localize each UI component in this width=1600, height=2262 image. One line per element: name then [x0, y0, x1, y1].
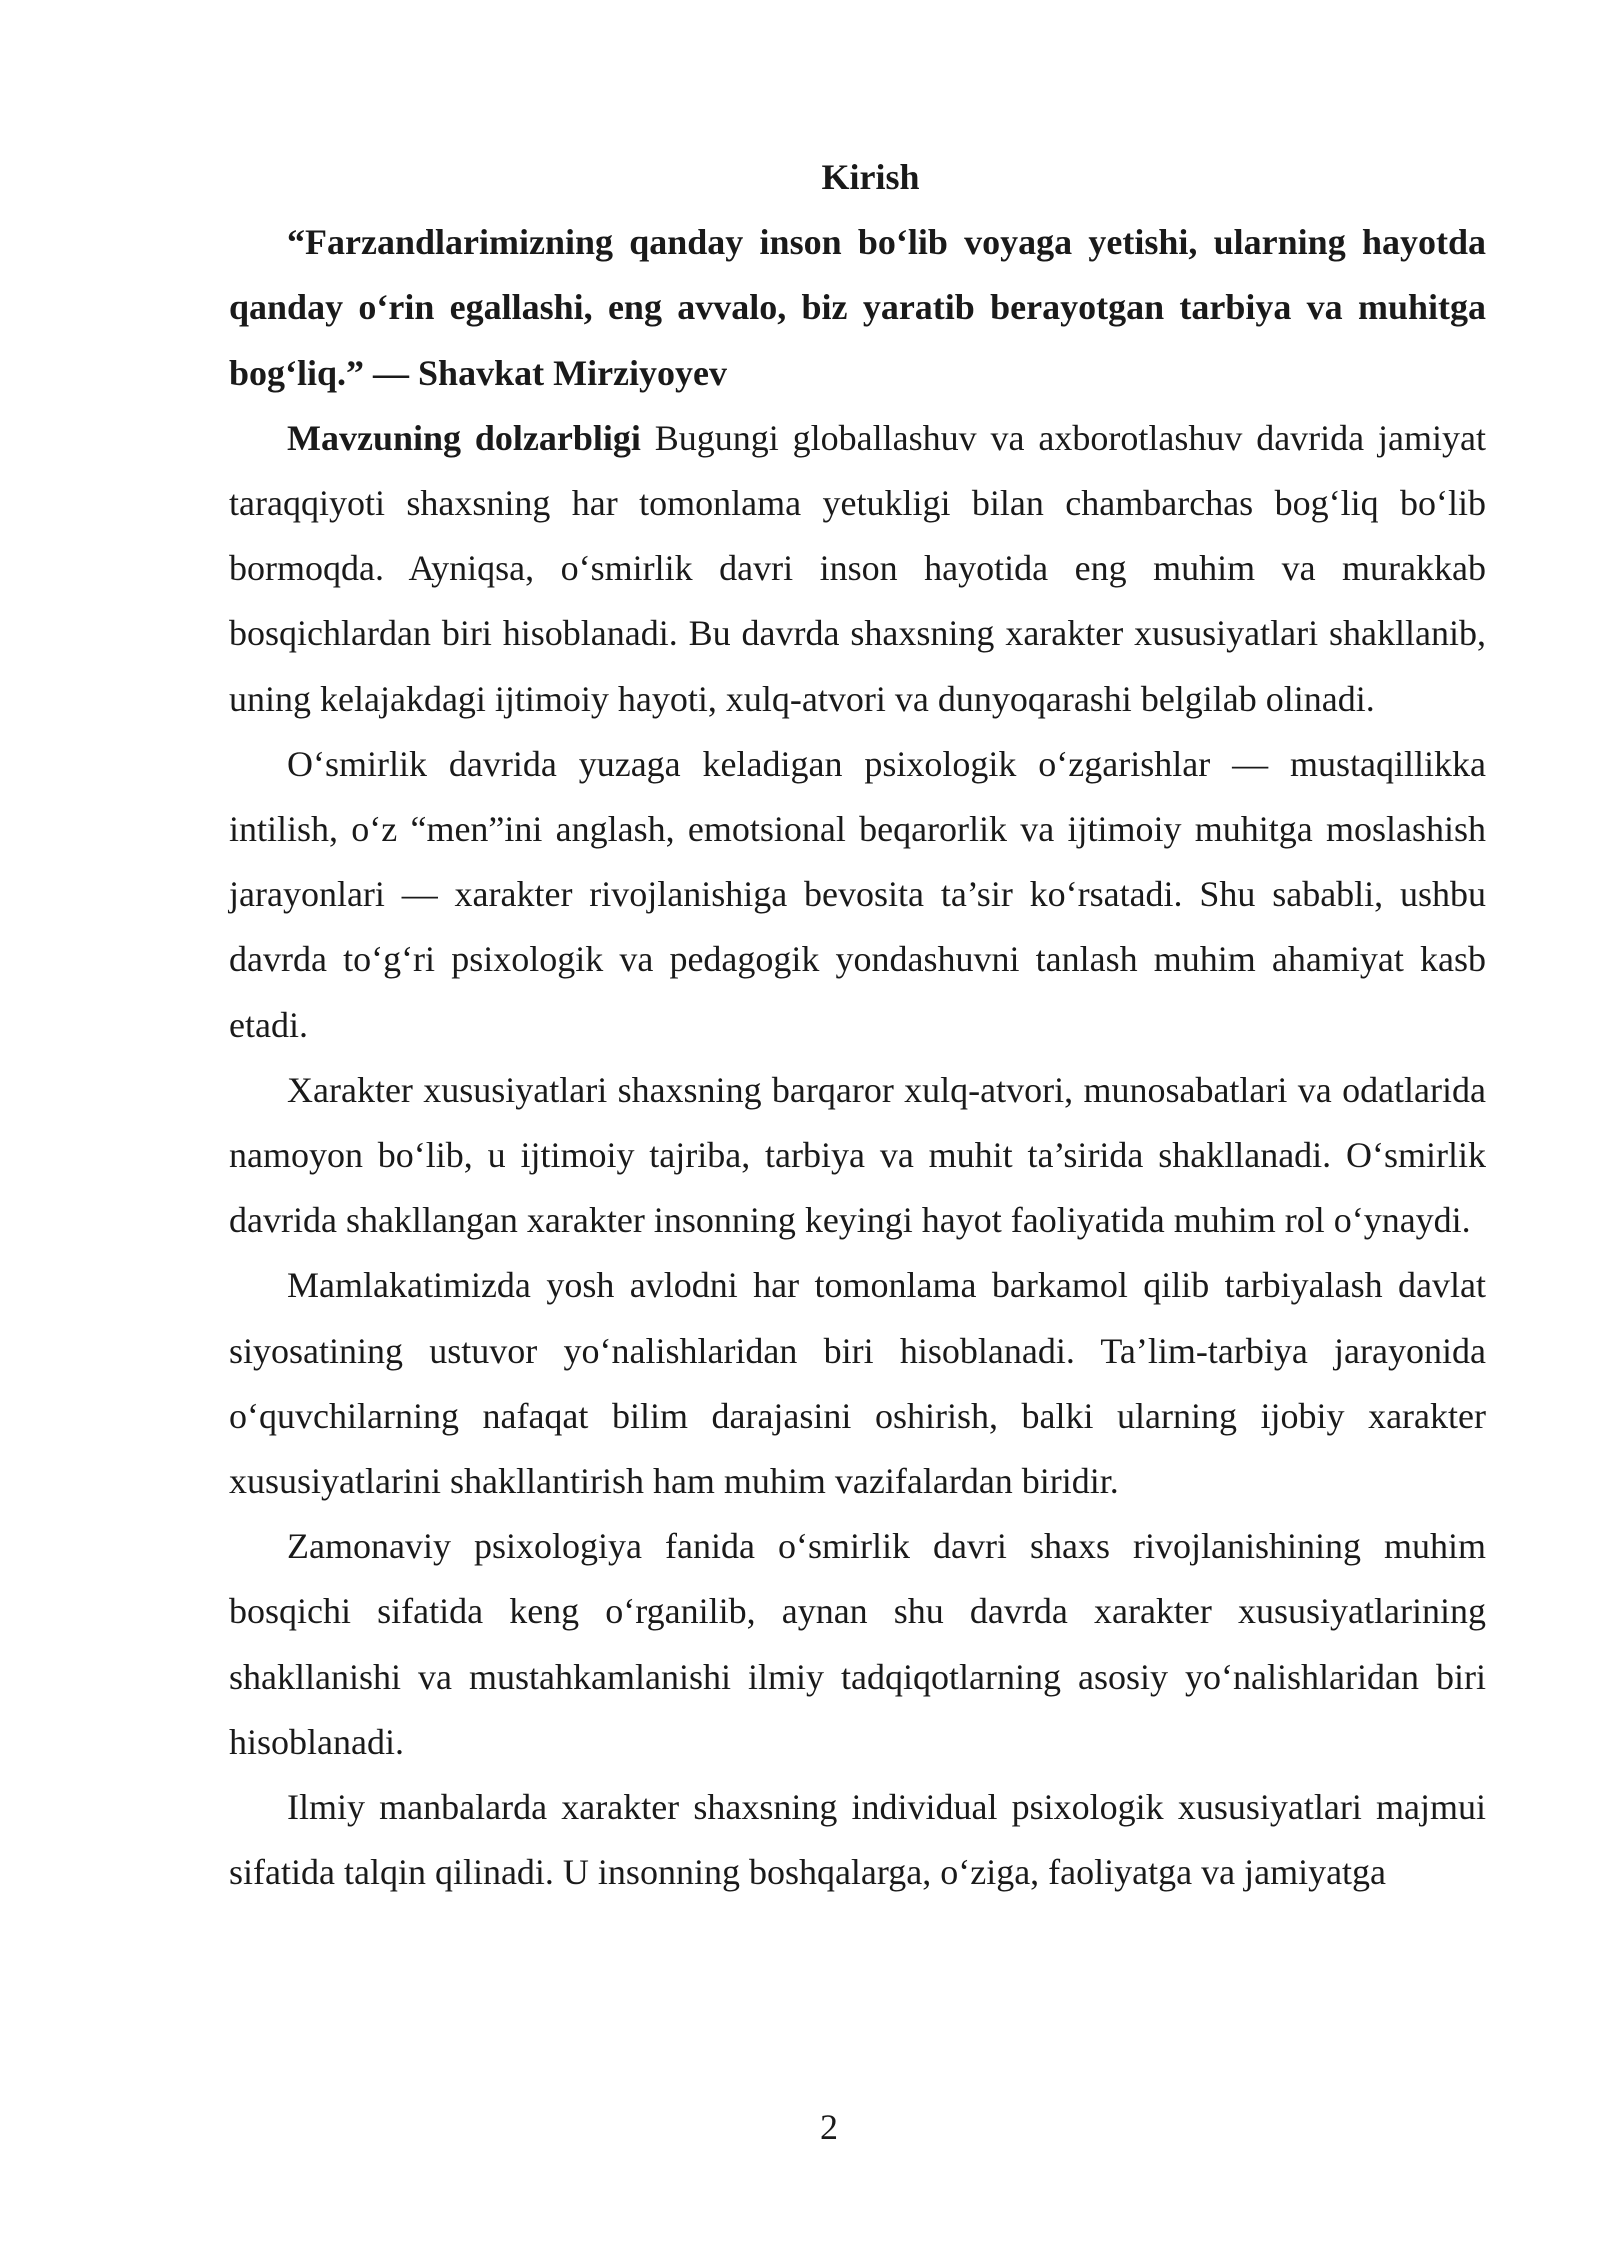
- body-paragraph: Mamlakatimizda yosh avlodni har tomonlama barkamol qilib tarbiyalash davlat siyosatining ustuvor yo‘nalishlaridan biri hisoblanadi. Ta’lim-tarbiya jarayonida o‘quvchilarning nafaqat bilim darajasini oshirish, balki ularning ijobiy xarakter xususiyatlarini shakllantirish ham muhim vazifalardan biridir.: [229, 1265, 1486, 1502]
- relevance-heading: Mavzuning dolzarbligi: [287, 417, 641, 458]
- epigraph-quote: “Farzandlarimizning qanday inson bo‘lib voyaga yetishi, ularning hayotda qanday o‘rin egallashi, eng avvalo, biz yaratib berayotgan tarbiya va muhitga bog‘liq.” — Shavkat Mirziyoyev: [229, 222, 1486, 393]
- body-paragraph: Ilmiy manbalarda xarakter shaxsning individual psixologik xususiyatlari majmui sifatida talqin qilinadi. U insonning boshqalarga, o‘ziga, faoliyatga va jamiyatga: [229, 1787, 1486, 1893]
- body-paragraph: O‘smirlik davrida yuzaga keladigan psixologik o‘zgarishlar — mustaqillikka intilish, o‘z “men”ini anglash, emotsional beqarorlik va ijtimoiy muhitga moslashish jarayonlari — xarakter rivojlanishiga bevosita ta’sir ko‘rsatadi. Shu sababli, ushbu davrda to‘g‘ri psixologik va pedagogik yondashuvni tanlash muhim ahamiyat kasb etadi.: [229, 743, 1486, 1045]
- page-number: 2: [820, 2107, 838, 2147]
- section-title: Kirish: [821, 157, 920, 197]
- relevance-paragraph: [229, 406, 1486, 732]
- body-paragraph: Xarakter xususiyatlari shaxsning barqaror xulq-atvori, munosabatlari va odatlarida namoyon bo‘lib, u ijtimoiy tajriba, tarbiya va muhit ta’sirida shakllanadi. O‘smirlik davrida shakllangan xarakter insonning keyingi hayot faoliyatida muhim rol o‘ynaydi.: [229, 1069, 1486, 1241]
- relevance-text: Bugungi globallashuv va axborotlashuv davrida jamiyat taraqqiyoti shaxsning har tomonlama yetukligi bilan chambarchas bog‘liq bo‘lib bormoqda. Ayniqsa, o‘smirlik davri inson hayotida eng muhim va murakkab bosqichlardan biri hisoblanadi. Bu davrda shaxsning xarakter xususiyatlari shakllanib, uning kelajakdagi ijtimoiy hayoti, xulq-atvori va dunyoqarashi belgilab olinadi.: [229, 417, 1486, 719]
- body-paragraph: Zamonaviy psixologiya fanida o‘smirlik davri shaxs rivojlanishining muhim bosqichi sifatida keng o‘rganilib, aynan shu davrda xarakter xususiyatlarining shakllanishi va mustahkamlanishi ilmiy tadqiqotlarning asosiy yo‘nalishlaridan biri hisoblanadi.: [229, 1526, 1486, 1762]
- page-content: [229, 145, 1486, 1905]
